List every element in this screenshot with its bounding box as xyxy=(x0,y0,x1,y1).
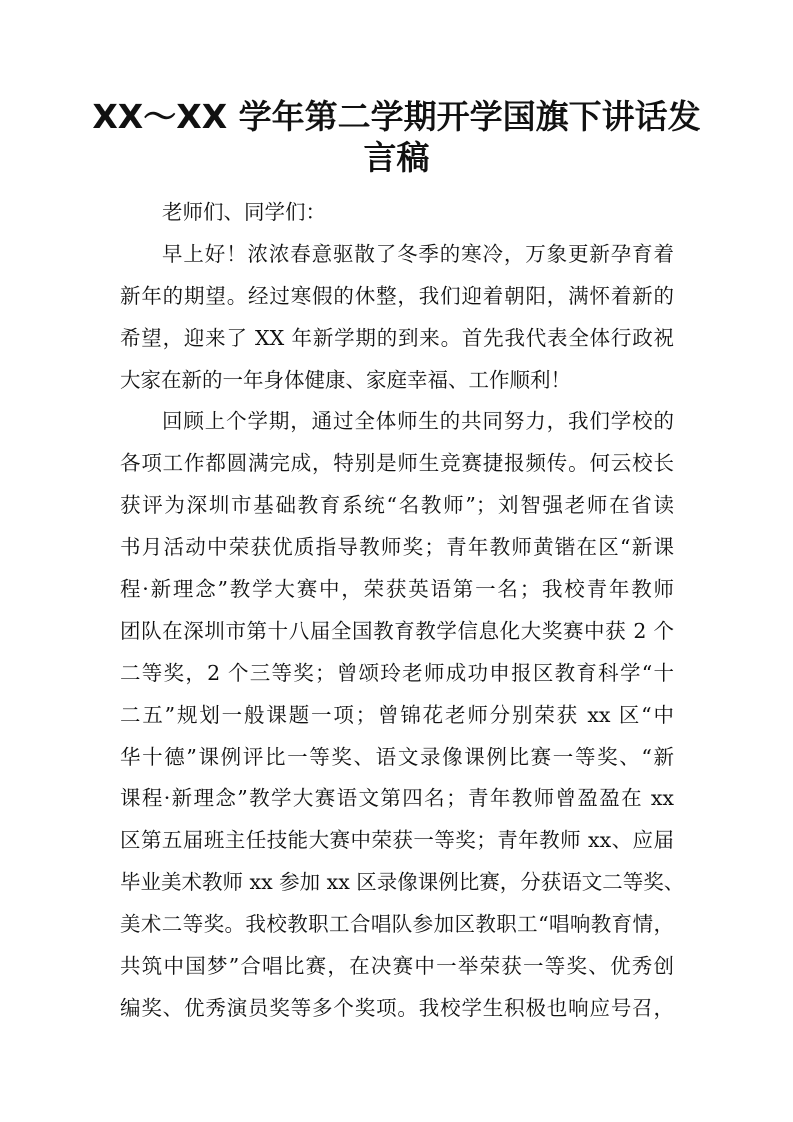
document-body xyxy=(120,192,685,1030)
body-text-line: 二等奖，2 个三等奖；曾颂玲老师成功申报区教育科学“十 xyxy=(120,660,674,685)
body-text-line: 毕业美术教师 xx 参加 xx 区录像课例比赛，分获语文二等奖、 xyxy=(120,870,685,895)
document-title-line-1: XX～XX 学年第二学期开学国旗下讲话发 xyxy=(92,97,701,136)
body-text-line: 美术二等奖。我校教职工合唱队参加区教职工“唱响教育情， xyxy=(120,912,674,937)
body-text-line: 编奖、优秀演员奖等多个奖项。我校学生积极也响应号召， xyxy=(120,995,674,1020)
body-text-line: 程·新理念”教学大赛中，荣获英语第一名；我校青年教师 xyxy=(120,577,674,602)
body-text-line: 二五”规划一般课题一项；曾锦花老师分别荣获 xx 区“中 xyxy=(120,702,674,727)
body-text-line: 回顾上个学期，通过全体师生的共同努力，我们学校的 xyxy=(162,409,674,434)
body-text-line: 共筑中国梦”合唱比赛，在决赛中一举荣获一等奖、优秀创 xyxy=(120,954,674,979)
body-text-line: 书月活动中荣获优质指导教师奖；青年教师黄锴在区“新课 xyxy=(120,535,674,560)
body-text-line: 老师们、同学们： xyxy=(162,200,326,224)
body-text-line: 早上好！浓浓春意驱散了冬季的寒冷，万象更新孕育着 xyxy=(162,241,674,266)
body-text-line: 团队在深圳市第十八届全国教育教学信息化大奖赛中获 2 个 xyxy=(120,618,674,643)
document-title xyxy=(0,96,793,178)
body-text-line: 区第五届班主任技能大赛中荣获一等奖；青年教师 xx、应届 xyxy=(120,828,674,853)
body-text-line: 希望，迎来了 XX 年新学期的到来。首先我代表全体行政祝 xyxy=(120,325,674,350)
body-text-line: 新年的期望。经过寒假的休整，我们迎着朝阳，满怀着新的 xyxy=(120,283,674,308)
body-text-line: 课程·新理念”教学大赛语文第四名；青年教师曾盈盈在 xx xyxy=(120,786,674,811)
document-title-line-2: 言稿 xyxy=(363,138,430,177)
body-text-line: 华十德”课例评比一等奖、语文录像课例比赛一等奖、“新 xyxy=(120,744,674,769)
body-text-line: 大家在新的一年身体健康、家庭幸福、工作顺利！ xyxy=(120,367,571,392)
body-text-line: 各项工作都圆满完成，特别是师生竞赛捷报频传。何云校长 xyxy=(120,451,674,476)
body-text-line: 获评为深圳市基础教育系统“名教师”；刘智强老师在省读 xyxy=(120,493,674,518)
